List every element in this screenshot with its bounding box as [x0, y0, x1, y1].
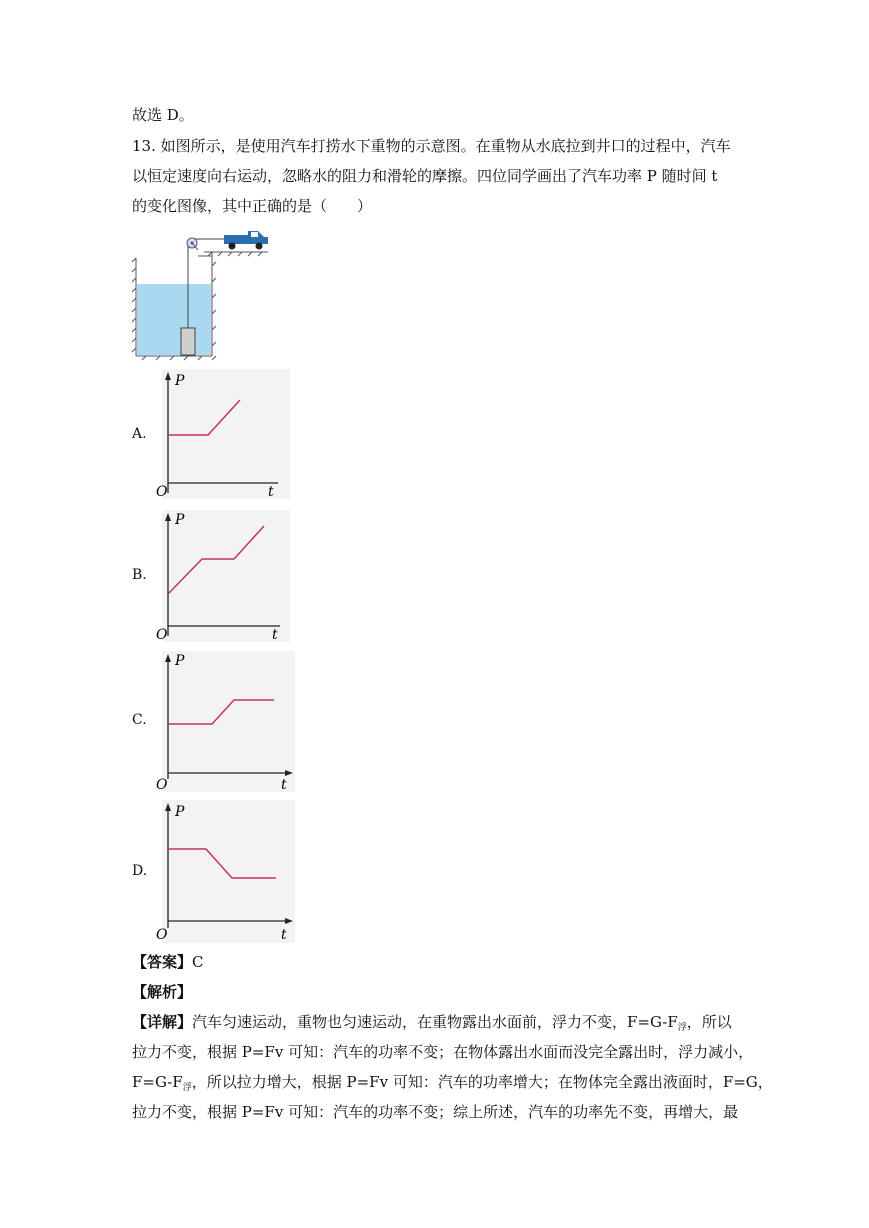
option-c-graph: [150, 651, 295, 792]
option-c-label: C.: [132, 712, 147, 728]
detail-tag: 【详解】: [132, 1013, 193, 1031]
detail-text-1b: ，所以: [686, 1013, 732, 1031]
x-axis-label: t: [281, 927, 287, 943]
x-axis-label: t: [268, 484, 274, 499]
option-a-label: A.: [132, 426, 147, 442]
answer-value: C: [192, 953, 204, 971]
detail-line-3: [132, 1072, 773, 1098]
origin-label: O: [156, 484, 168, 499]
heavy-object: [181, 328, 195, 355]
origin-label: O: [156, 777, 168, 792]
detail-text-3b: ，所以拉力增大，根据 P=Fv 可知：汽车的功率增大；在物体完全露出液面时，F=G，: [191, 1073, 773, 1091]
well-truck-diagram: [128, 228, 278, 362]
origin-label: O: [156, 627, 168, 642]
answer-line: [132, 952, 204, 972]
detail-line-1: [132, 1012, 732, 1038]
x-axis-label: t: [281, 777, 287, 792]
detail-line-4: 拉力不变，根据 P=Fv 可知：汽车的功率不变；综上所述，汽车的功率先不变，再增大，最: [132, 1103, 739, 1121]
x-axis-label: t: [272, 627, 278, 642]
y-axis-label: P: [175, 373, 185, 389]
analysis-tag: 【解析】: [132, 983, 193, 1001]
buoyancy-subscript: 浮: [677, 1023, 687, 1033]
detail-line-2: 拉力不变，根据 P=Fv 可知：汽车的功率不变；在物体露出水面而没完全露出时，浮力减小，: [132, 1043, 754, 1061]
question-line-3: 的变化图像，其中正确的是（ ）: [132, 197, 373, 215]
option-b-graph: [150, 510, 290, 642]
y-axis-label: P: [175, 653, 185, 669]
platform: [198, 252, 268, 256]
option-a-graph: [150, 369, 290, 499]
truck-icon: [224, 231, 268, 250]
answer-tag: 【答案】: [132, 953, 193, 971]
buoyancy-subscript: 浮: [182, 1083, 192, 1093]
origin-label: O: [156, 927, 168, 943]
option-b-label: B.: [132, 567, 147, 583]
detail-text-1a: 汽车匀速运动，重物也匀速运动，在重物露出水面前，浮力不变，F=G-F: [192, 1013, 678, 1031]
water: [137, 284, 211, 355]
previous-answer-line: 故选 D。: [132, 106, 194, 124]
option-d-label: D.: [132, 863, 148, 879]
pulley-icon: [187, 238, 198, 250]
detail-text-3a: F=G-F: [132, 1073, 183, 1091]
y-axis-label: P: [175, 512, 185, 528]
question-line-2: 以恒定速度向右运动，忽略水的阻力和滑轮的摩擦。四位同学画出了汽车功率 P 随时间 t: [132, 167, 718, 185]
question-line-1: 13. 如图所示，是使用汽车打捞水下重物的示意图。在重物从水底拉到井口的过程中，汽车: [132, 137, 731, 155]
option-d-graph: [150, 800, 295, 943]
y-axis-label: P: [175, 804, 185, 820]
analysis-heading: [132, 982, 192, 1002]
